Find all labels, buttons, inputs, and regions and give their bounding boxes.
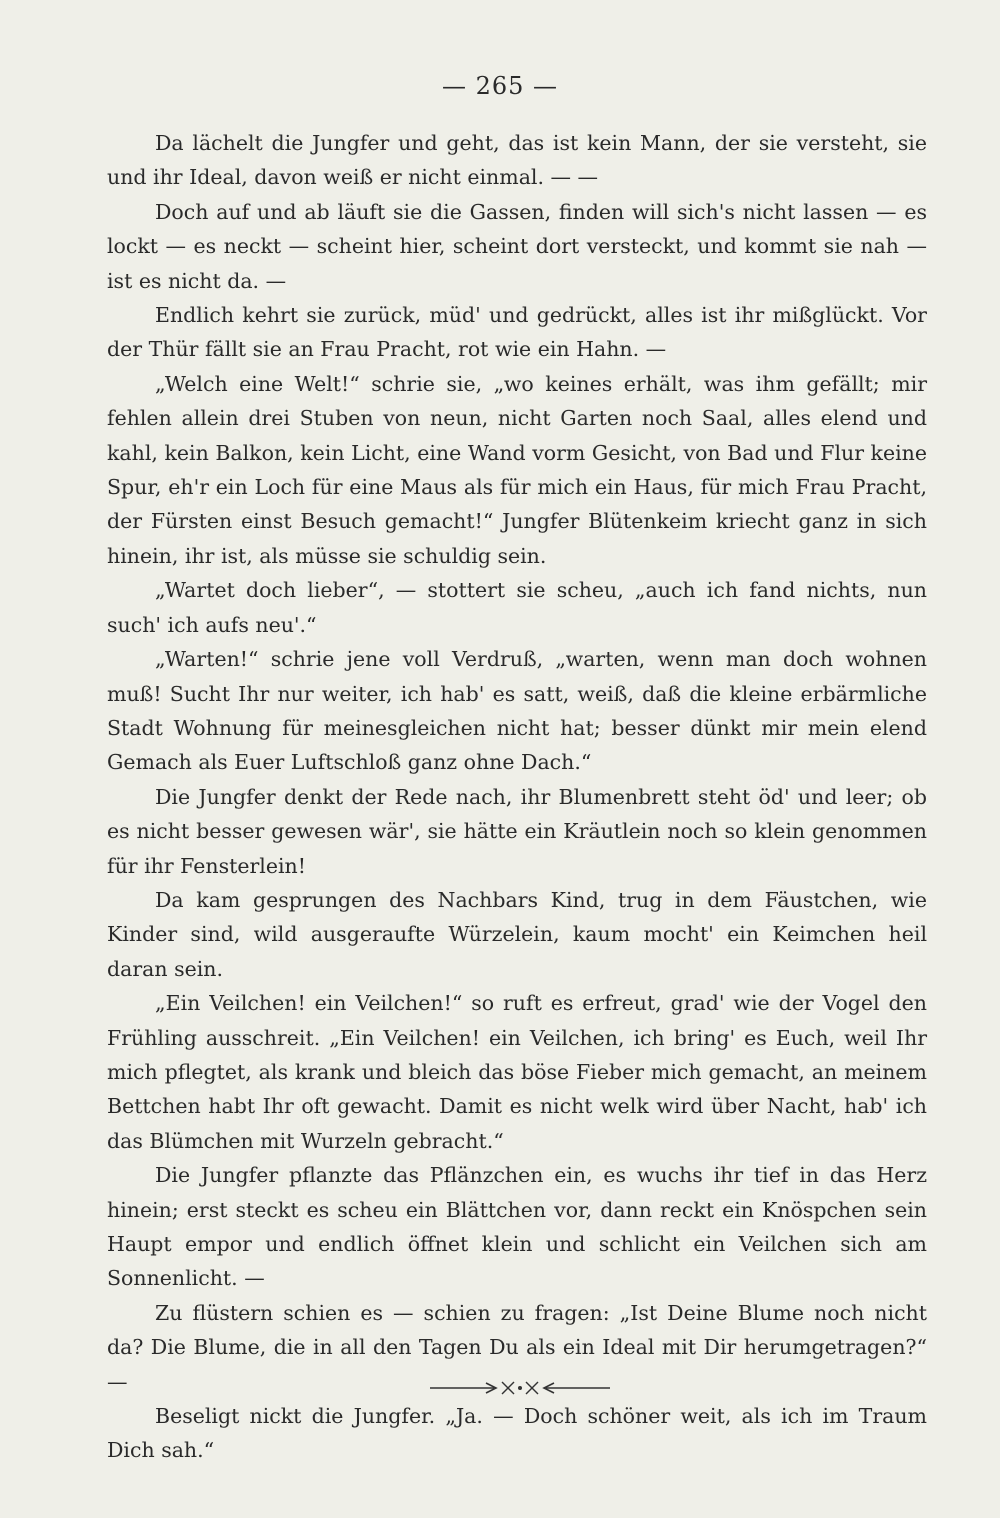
paragraph: „Welch eine Welt!“ schrie sie, „wo keines erhält, was ihm gefällt; mir fehlen allein drei Stuben von neun, nicht Garten noch Saal, alles elend und kahl, kein Balkon, kein Licht, eine Wand vorm Gesicht, von Bad und Flur keine Spur, eh'r ein Loch für eine Maus als für mich ein Haus, für mich Frau Pracht, der Fürsten einst Besuch gemacht!“ Jungfer Blütenkeim kriecht ganz in sich hinein, ihr ist, als müsse sie schuldig sein. [107,371,927,568]
paragraph: Endlich kehrt sie zurück, müd' und gedrückt, alles ist ihr mißglückt. Vor der Thür fällt sie an Frau Pracht, rot wie ein Hahn. — [107,303,927,362]
paragraph: Da lächelt die Jungfer und geht, das ist kein Mann, der sie versteht, sie und ihr Ideal, davon weiß er nicht einmal. — — [107,131,927,190]
paragraph: „Ein Veilchen! ein Veilchen!“ so ruft es erfreut, grad' wie der Vogel den Frühling ausschreit. „Ein Veilchen! ein Veilchen, ich bring' es Euch, weil Ihr mich pflegtet, als krank und bleich das böse Fieber mich gemacht, an meinem Bettchen habt Ihr oft gewacht. Damit es nicht welk wird über Nacht, hab' ich das Blümchen mit Wurzeln gebracht.“ [107,991,927,1153]
paragraph: Da kam gesprungen des Nachbars Kind, trug in dem Fäustchen, wie Kinder sind, wild ausgeraufte Würzelein, kaum mocht' ein Keimchen heil daran sein. [107,887,927,981]
paragraph: Doch auf und ab läuft sie die Gassen, finden will sich's nicht lassen — es lockt — es neckt — scheint hier, scheint dort versteckt, und kommt sie nah — ist es nicht da. — [107,199,927,293]
paragraph: Beseligt nickt die Jungfer. „Ja. — Doch schöner weit, als ich im Traum Dich sah.“ [107,1404,927,1463]
fleuron-divider-icon [428,1378,612,1398]
paragraph: Die Jungfer denkt der Rede nach, ihr Blumenbrett steht öd' und leer; ob es nicht besser gewesen wär', sie hätte ein Kräutlein noch so klein genommen für ihr Fensterlein! [107,784,927,878]
paragraph: Die Jungfer pflanzte das Pflänzchen ein, es wuchs ihr tief in das Herz hinein; erst steckt es scheu ein Blättchen vor, dann reckt ein Knöspchen sein Haupt empor und endlich öffnet klein und schlicht ein Veilchen sich am Sonnenlicht. — [107,1163,927,1291]
page-number: — 265 — [441,72,559,100]
body-text [107,126,927,1468]
paragraph: „Wartet doch lieber“, — stottert sie scheu, „auch ich fand nichts, nun such' ich aufs neu'.“ [107,578,927,637]
paragraph: Zu flüstern schien es — schien zu fragen: „Ist Deine Blume noch nicht da? Die Blume, die in all den Tagen Du als ein Ideal mit Dir herumgetragen?“ — [107,1300,927,1394]
paragraph: „Warten!“ schrie jene voll Verdruß, „warten, wenn man doch wohnen muß! Sucht Ihr nur weiter, ich hab' es satt, weiß, daß die kleine erbärmliche Stadt Wohnung für meinesgleichen nicht hat; besser dünkt mir mein elend Gemach als Euer Luftschloß ganz ohne Dach.“ [107,647,927,775]
